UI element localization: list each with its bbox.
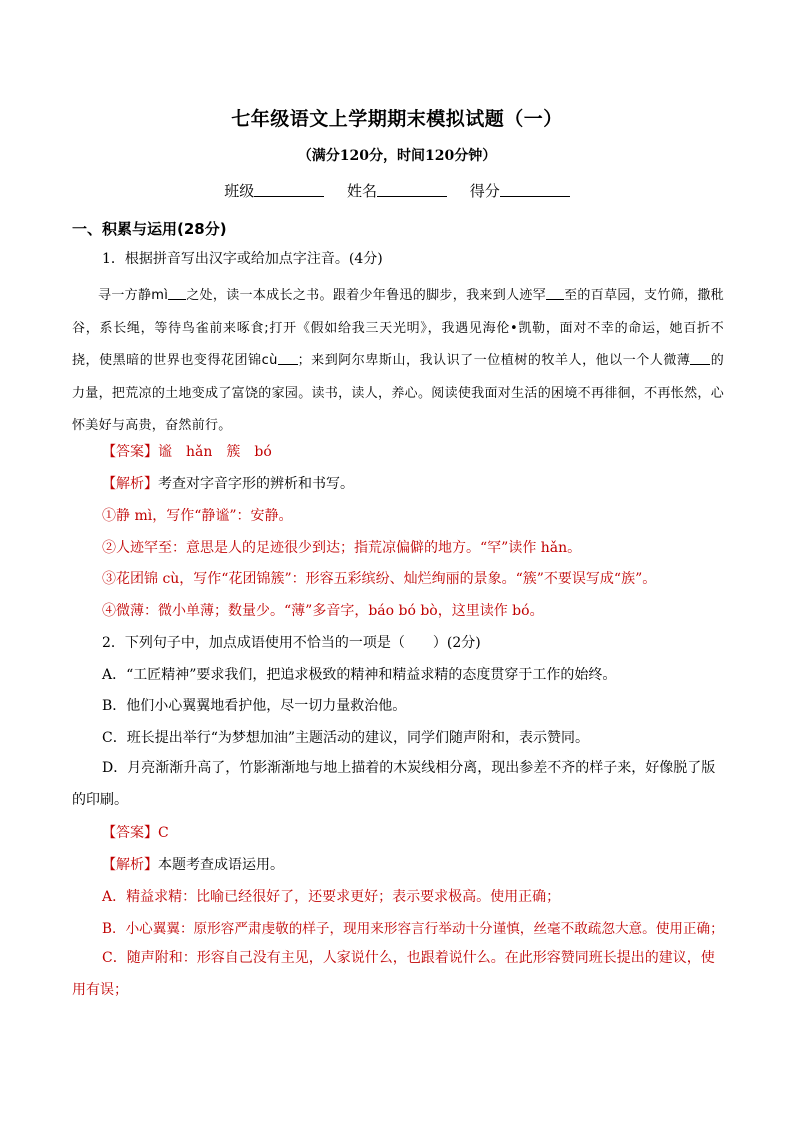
q2-analysis <box>102 854 284 874</box>
blank-3[interactable] <box>278 352 298 365</box>
analysis-text: 考查对字音字形的辨析和书写。 <box>158 476 354 492</box>
q1-note-1: ①静 mì，写作“静谧”：安静。 <box>102 508 293 524</box>
q2-option-b: B．他们小心翼翼地看护他，尽一切力量救治他。 <box>102 698 407 714</box>
blank-4[interactable] <box>690 352 710 365</box>
score-label: 得分 <box>469 182 500 200</box>
analysis-tag: 【解析】 <box>102 857 158 873</box>
answer-text: 谧 hǎn 簇 bó <box>158 444 272 460</box>
section-heading: 一、积累与运用(28分) <box>72 220 227 238</box>
q1-analysis <box>102 473 354 493</box>
q1-note-2: ②人迹罕至：意思是人的足迹很少到达；指荒凉偏僻的地方。“罕”读作 hǎn。 <box>102 540 582 556</box>
q2-note-a: A．精益求精：比喻已经很好了，还要求更好；表示要求极高。使用正确； <box>102 889 561 905</box>
q2-option-c: C．班长提出举行“为梦想加油”主题活动的建议，同学们随声附和，表示赞同。 <box>102 730 590 746</box>
q1-answer <box>102 441 272 461</box>
blank-1[interactable] <box>168 287 186 300</box>
q2-note-c: C．随声附和：形容自己没有主见，人家说什么，也跟着说什么。在此形容赞同班长提出的建议，使用有误； <box>72 950 715 998</box>
passage-part-5: 的力量，把荒凉的土地变成了富饶的家园。读书，读人，养心。阅读使我面对生活的困境不再徘徊，不再怅然，心怀美好与高贵，奋然前行。 <box>72 353 724 433</box>
question-1-passage <box>72 280 724 443</box>
q2-option-d-block <box>72 752 724 816</box>
q2-note-b: B．小心翼翼：原形容严肃虔敬的样子，现用来形容言行举动十分谨慎，丝毫不敢疏忽大意。使用正确； <box>102 921 724 937</box>
student-info-line <box>0 180 794 201</box>
name-label: 姓名 <box>346 182 377 200</box>
q2-option-d: D．月亮渐渐升高了，竹影渐渐地与地上描着的木炭线相分离，现出参差不齐的样子来，好像脱了版的印刷。 <box>72 760 716 808</box>
passage-part-1: 寻一方静mì <box>98 288 169 303</box>
page-title: 七年级语文上学期期末模拟试题（一） <box>231 108 563 130</box>
answer-tag: 【答案】 <box>102 444 158 460</box>
exam-subtitle: （满分120分，时间120分钟） <box>297 148 497 164</box>
answer-tag: 【答案】 <box>102 825 158 841</box>
blank-2[interactable] <box>546 287 564 300</box>
q1-note-3: ③花团锦 cù，写作“花团锦簇”：形容五彩缤纷、灿烂绚丽的景象。“簇”不要误写成“族”。 <box>102 571 657 587</box>
question-1-stem: 1．根据拼音写出汉字或给加点字注音。(4分) <box>102 251 383 267</box>
class-blank[interactable] <box>254 182 324 197</box>
analysis-tag: 【解析】 <box>102 476 158 492</box>
q2-note-c-block <box>72 942 724 1006</box>
question-2-stem: 2．下列句子中，加点成语使用不恰当的一项是（ ）(2分) <box>102 635 481 651</box>
passage-part-4: ；来到阿尔卑斯山，我认识了一位植树的牧羊人，他以一个人微薄 <box>297 353 691 368</box>
passage-part-2: 之处，读一本成长之书。跟着少年鲁迅的脚步，我来到人迹罕 <box>186 288 547 303</box>
name-blank[interactable] <box>377 182 447 197</box>
passage-part-3: 至的百草园，支竹筛，撒秕谷，系长绳，等待鸟雀前来啄食;打开《假如给我三天光明》，我遇见海伦•凯勒，面对不幸的命运，她百折不挠，使黑暗的世界也变得花团锦cù <box>72 288 724 368</box>
answer-text: C <box>158 825 169 841</box>
score-blank[interactable] <box>500 182 570 197</box>
q2-answer <box>102 822 169 842</box>
class-label: 班级 <box>224 182 255 200</box>
analysis-text: 本题考查成语运用。 <box>158 857 284 873</box>
q1-note-4: ④微薄：微小单薄；数量少。“薄”多音字，báo bó bò，这里读作 bó。 <box>102 603 544 619</box>
q2-option-a: A．“工匠精神”要求我们，把追求极致的精神和精益求精的态度贯穿于工作的始终。 <box>102 667 617 683</box>
